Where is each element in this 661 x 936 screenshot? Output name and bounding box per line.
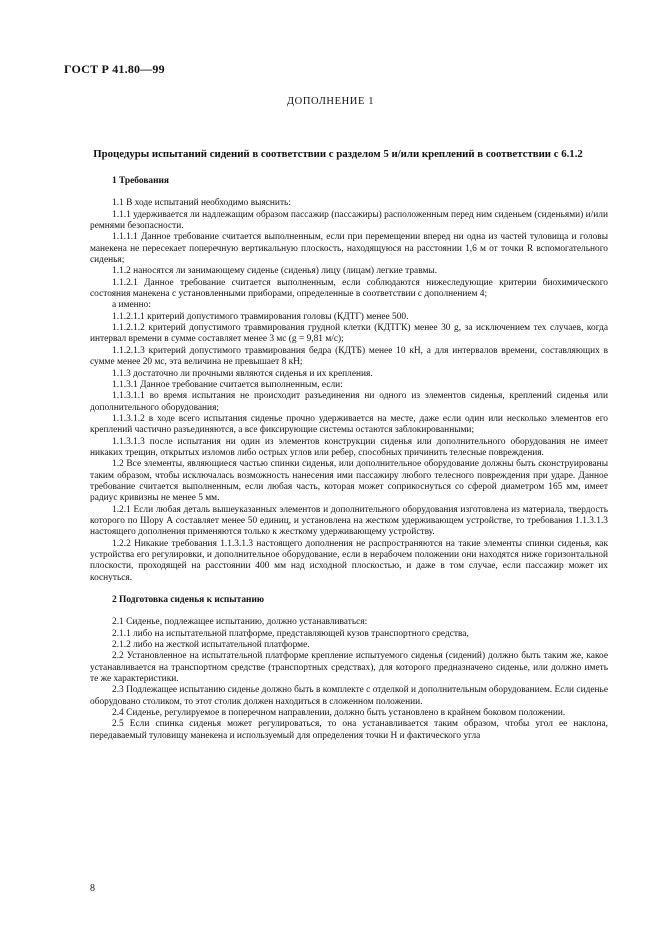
document-body: [90, 176, 608, 742]
paragraph-2-2: 2.2 Установленное на испытательной платформе крепление испытуемого сиденья (сидений) должно быть таким же, какое устанавливается на транспортном средстве (транспортных средствах), для которого предназначено сиденье, или должно иметь те же характеристики.: [90, 651, 608, 685]
section-heading-seat-preparation: 2 Подготовка сиденья к испытанию: [112, 595, 265, 606]
standard-code: ГОСТ Р 41.80—99: [64, 62, 165, 76]
appendix-title: Процедуры испытаний сидений в соответствии с разделом 5 и/или креплений в соответствии с 6.1.2: [93, 148, 583, 160]
paragraph-1-1-3: 1.1.3 достаточно ли прочными являются сиденья и их крепления.: [112, 368, 373, 379]
paragraph-1-1-2-1-2: 1.1.2.1.2 критерий допустимого травмирования грудной клетки (КДТГК) менее 30 g, за исключением тех случаев, когда интервал времени в сумме составляет менее 3 мс (g = 9,81 м/с);: [90, 323, 608, 345]
paragraph-1-1-1-1: 1.1.1.1 Данное требование считается выполненным, если при перемещении вперед ни одна из частей туловища и головы манекена не пересекает поперечную вертикальную плоскость, находящуюся на расстоянии 1,6 м от точки R вспомогательного сиденья;: [90, 232, 608, 266]
paragraph-1-1-2-1-3: 1.1.2.1.3 критерий допустимого травмирования бедра (КДТБ) менее 10 кН, а для интервалов времени, составляющих в сумме менее 20 мс, эта величина не превышает 8 кН;: [90, 345, 608, 368]
paragraph-1-1-1: 1.1.1 удерживается ли надлежащим образом пассажир (пассажиры) расположенным перед ним сиденьем (сиденьями) и/или ремнями безопасности.: [90, 209, 608, 232]
paragraph-2-3: 2.3 Подлежащее испытанию сиденье должно быть в комплекте с отделкой и дополнительным оборудованием. Если сиденье оборудовано столиком, то этот столик должен находиться в сложенном положении.: [90, 685, 608, 707]
paragraph-1-1-3-1-3: 1.1.3.1.3 после испытания ни один из элементов конструкции сиденья или дополнительного оборудования не имеет никаких трещин, открытых изломов либо острых углов или ребер, способных причинить телесные повреждения.: [90, 436, 608, 458]
paragraph-1-1-3-1-2: 1.1.3.1.2 в ходе всего испытания сиденье прочно удерживается на месте, даже если один или несколько элементов его креплений частично разъединяются, а все фиксирующие системы остаются заблокированными;: [90, 413, 608, 436]
paragraph-1-2-1: 1.2.1 Если любая деталь вышеуказанных элементов и дополнительного оборудования изготовлена из материала, твердость которого по Шору А составляет менее 50 единиц, и установлена на жестком удерживающем устройстве, то требования 1.1.3.1.3 настоящего дополнения применяются только к жесткому удерживающему устройству.: [90, 504, 608, 538]
paragraph-1-1-3-1: 1.1.3.1 Данное требование считается выполненным, если:: [112, 379, 343, 390]
paragraph-2-1-1: 2.1.1 либо на испытательной платформе, представляющей кузов транспортного средства,: [112, 628, 469, 639]
paragraph-1-2-2: 1.2.2 Никакие требования 1.1.3.1.3 настоящего дополнения не распространяются на такие элементы спинки сиденья, как устройства его регулировки, и дополнительное оборудование, если в нерабочем положении они находятся ниже горизонтальной плоскости, проходящей на расстоянии 400 мм над исходной плоскостью, и даже в том случае, если пассажир может их коснуться.: [90, 538, 608, 583]
paragraph-2-1: 2.1 Сиденье, подлежащее испытанию, должно устанавливаться:: [112, 617, 368, 628]
paragraph-2-5: 2.5 Если спинка сиденья может регулироваться, то она устанавливается таким образом, чтобы угол ее наклона, передаваемый туловищу манекена и используемый для определения точки H и фактического угла: [90, 719, 608, 741]
paragraph-1-1-3-1-1: 1.1.3.1.1 во время испытания не происходит разъединения ни одного из элементов сиденья, креплений сиденья или дополнительного оборудования;: [90, 391, 608, 413]
page-number: 8: [90, 883, 95, 894]
appendix-label: ДОПОЛНЕНИЕ 1: [286, 96, 375, 107]
section-heading-requirements: 1 Требования: [112, 176, 169, 186]
paragraph-2-1-2: 2.1.2 либо на жесткой испытательной платформе.: [112, 640, 310, 651]
paragraph-1-1-2-1-1: 1.1.2.1.1 критерий допустимого травмирования головы (КДТГ) менее 500.: [112, 311, 409, 322]
paragraph-1-2: 1.2 Все элементы, являющиеся частью спинки сиденья, или дополнительное оборудование должны быть сконструированы таким образом, чтобы исключалась возможность нанесения ими пассажиру любого телесного повреждения при ударе. Данное требование считается выполненным, если любая часть, которая может соприкоснуться со сферой диаметром 165 мм, имеет радиус кривизны не менее 5 мм.: [90, 459, 608, 504]
paragraph-1-1: 1.1 В ходе испытаний необходимо выяснить:: [112, 198, 291, 209]
paragraph-1-1-2: 1.1.2 наносятся ли занимающему сиденье (сиденья) лицу (лицам) легкие травмы.: [112, 266, 438, 277]
paragraph-2-4: 2.4 Сиденье, регулируемое в поперечном направлении, должно быть установлено в крайнем боковом положении.: [112, 708, 566, 719]
paragraph-namely: а именно:: [112, 300, 151, 311]
paragraph-1-1-2-1: 1.1.2.1 Данное требование считается выполненным, если соблюдаются нижеследующие критерии биохимического состояния манекена с установленными приборами, определенные в соответствии с дополнением 4;: [90, 277, 608, 300]
